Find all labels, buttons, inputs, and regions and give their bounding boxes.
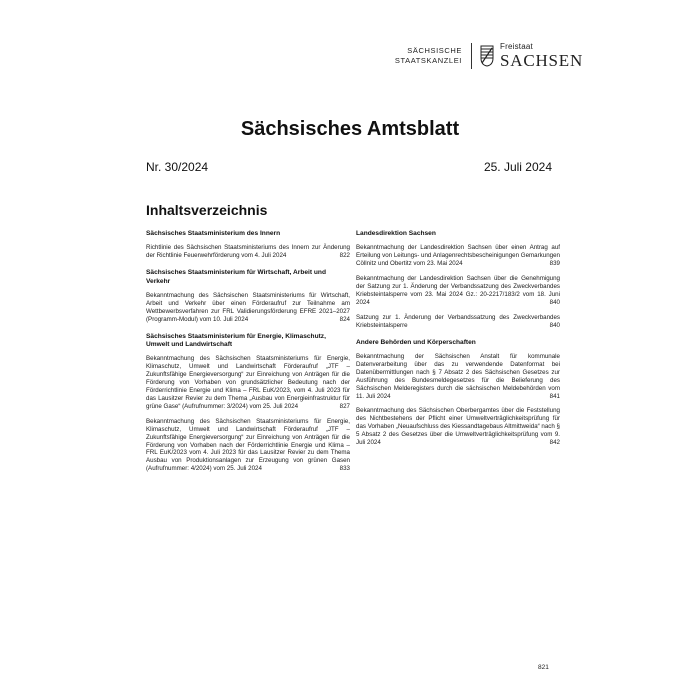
section-title: Sächsisches Staatsministerium für Wirtschaft, Arbeit und Verkehr [146,269,326,285]
saxony-crest-icon [480,45,494,67]
entry-page: 842 [549,439,560,447]
logo-left-line2: STAATSKANZLEI [394,56,462,65]
toc-column-left [146,230,350,482]
entry-text: Bekanntmachung des Sächsischen Staatsministeriums für Energie, Klimaschutz, Umwelt und Landwirtschaft Förderaufruf „JTF – Zukunftsfähige Energieversorgung“ zur Einreichung von Anträgen für die Förderung von Vorhaben nach der Förderrichtlinie Energie und Klima – FRL EuK/2023 vom 4. Juli 2023 für das Lausitzer Revier zu dem Thema Ausbau von Produktionsanlagen zur Erzeugung von grünen Gasen (Aufrufnummer: 4/2024) vom 25. Juli 2024 [146,417,350,473]
toc-entry[interactable] [356,353,560,400]
page-number: 821 [538,664,549,671]
freistaat-sachsen-wordmark [500,43,583,69]
toc-entry[interactable] [356,314,560,330]
header-logo [382,43,583,69]
toc-column-right [356,230,560,456]
toc-entry[interactable] [146,355,350,410]
entry-page: 840 [549,321,560,329]
entry-page: 833 [339,465,350,473]
entry-page: 822 [339,252,350,260]
entry-page: 839 [549,260,560,268]
section-title: Sächsisches Staatsministerium des Innern [146,230,281,237]
toc-entry[interactable] [356,275,560,307]
toc-section [356,230,560,330]
entry-text: Richtlinie des Sächsischen Staatsministeriums des Innern zur Änderung der Richtlinie Feuerwehrförderung vom 4. Juli 2024 [146,244,350,260]
entry-text: Bekanntmachung des Sächsischen Oberbergamtes über die Feststellung des Nichtbestehens der Pflicht einer Umweltverträglichkeitsprüfung für das Vorhaben „Neuaufschluss des Kiessandtagebaus Altmittweida“ nach § 5 Absatz 2 des Gesetzes über die Umweltverträglichkeitsprüfung vom 9. Juli 2024 [356,407,560,447]
entry-text: Bekanntmachung der Landesdirektion Sachsen über einen Antrag auf Erteilung von Leitungs- und Anlagenrechtsbescheinigungen Gemarkungen Cöllnitz und Obertitz vom 23. Mai 2024 [356,244,560,268]
toc-entry[interactable] [146,244,350,260]
logo-divider [471,43,472,69]
logo-left-line1: SÄCHSISCHE [407,46,462,55]
toc-heading: Inhaltsverzeichnis [146,202,268,218]
toc-section [146,230,350,260]
entry-page: 841 [549,392,560,400]
section-title: Sächsisches Staatsministerium für Energie, Klimaschutz, Umwelt und Landwirtschaft [146,332,326,349]
section-title: Andere Behörden und Körperschaften [356,338,476,346]
entry-page: 827 [339,402,350,410]
entry-text: Satzung zur 1. Änderung der Verbandssatzung des Zweckverbandes Kriebsteintalsperre [356,313,560,329]
toc-section [356,339,560,447]
entry-text: Bekanntmachung des Sächsischen Staatsministeriums für Energie, Klimaschutz, Umwelt und Landwirtschaft Förderaufruf „JTF – Zukunftsfähige Energieversorgung“ zur Einreichung von Anträgen für die Förderung von Vorhaben von grundsätzlicher Bedeutung nach der Förderrichtlinie Energie und Klima – FRL EuK/2023, vom 4. Juli 2023 für das Lausitzer Revier zu dem Thema „Ausbau von Energieinfrastruktur für grüne Gase“ (Aufrufnummer: 3/2024) vom 25. Juli 2024 [146,355,350,410]
entry-text: Bekanntmachung des Sächsischen Staatsministeriums für Wirtschaft, Arbeit und Verkehr über einen Förderaufruf zur Teilnahme am Wettbewerbsverfahren zur FRL Validierungsförderung EFRE 2021–2027 (Programm-Modul) vom 10. Juli 2024 [146,292,350,323]
logo-right-small: Freistaat [500,42,533,51]
entry-text: Bekanntmachung der Sächsischen Anstalt für kommunale Datenverarbeitung über das zu verwendende Datenformat bei Datenübermittlungen nach § 7 Absatz 2 des Sächsischen Gesetzes zur Ausführung des Bundesmeldegesetzes für die Belieferung des Sächsischen Melderegisters durch die sächsischen Meldebehörden vom 11. Juli 2024 [356,352,560,400]
entry-text: Bekanntmachung der Landesdirektion Sachsen über die Genehmigung der Satzung zur 1. Änderung der Verbandssatzung des Zweckverbandes Kriebsteintalsperre vom 23. Mai 2024 Gz.: 20-2217/183/2 vom 18. Juni 2024 [356,275,560,306]
page-title: Sächsisches Amtsblatt [240,118,460,140]
toc-entry[interactable] [146,418,350,473]
entry-page: 824 [339,315,350,323]
section-title: Landesdirektion Sachsen [356,230,436,237]
toc-section [146,269,350,323]
issue-number: Nr. 30/2024 [146,160,209,174]
toc-entry[interactable] [146,292,350,324]
issue-date: 25. Juli 2024 [483,160,552,174]
entry-page: 840 [549,298,560,306]
toc-entry[interactable] [356,244,560,268]
toc-section [146,333,350,474]
toc-entry[interactable] [356,407,560,447]
logo-right-big: SACHSEN [500,51,584,70]
staatskanzlei-wordmark [382,46,462,66]
